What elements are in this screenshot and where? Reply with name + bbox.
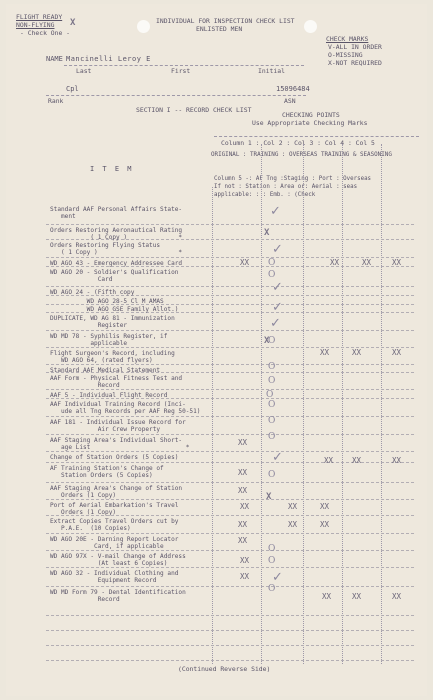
not-required-mark: X (264, 228, 270, 238)
missing-mark: O (268, 584, 276, 594)
checklist-item-label: WD MD 78 - Syphilis Register, if applicable (50, 333, 168, 347)
form-title: INDIVIDUAL FOR INSPECTION CHECK LIST (156, 17, 295, 25)
flight-mark: X (70, 18, 76, 28)
checklist-row (46, 435, 414, 452)
checklist-item-label: Standard AAF Medical Statement (50, 367, 161, 374)
checklist-row (46, 365, 414, 373)
missing-mark: O (268, 432, 276, 442)
not-applicable-mark: XX (238, 438, 248, 447)
check-one-label: - Check One - (20, 29, 71, 37)
checklist-item-label: WD AGO 32 - Individual Clothing and Equipment Record (50, 570, 179, 584)
checklist-row (46, 463, 414, 483)
section-title: SECTION I -- RECORD CHECK LIST (136, 106, 252, 114)
checklist-item-label: WD MD Form 79 - Dental Identification Record (50, 589, 186, 603)
name-underline (64, 65, 304, 66)
checklist-item-label: AAF 5 - Individual Flight Record (50, 392, 168, 399)
column-group-headings: ORIGINAL : TRAINING : OVERSEAS TRAINING & SEASONING (211, 152, 392, 158)
checklist-row (46, 483, 414, 500)
not-applicable-mark: XX (288, 520, 298, 529)
checklist-item-label: AAF Staging Area's Change of Station Orders (1 Copy) (50, 485, 183, 499)
item-heading: I T E M (90, 165, 134, 173)
form-subtitle: ENLISTED MEN (196, 25, 243, 33)
name-label: NAME (46, 55, 63, 63)
missing-mark: O (268, 376, 276, 386)
not-required-mark: X (264, 336, 270, 346)
check-mark: ✓ (272, 242, 283, 257)
missing-mark: O (268, 400, 276, 410)
checklist-item-label: DUPLICATE, WD AG 81 - Immunization Register (50, 315, 175, 329)
asn-value: 15096484 (276, 85, 310, 93)
column-sub-1: Column 5 -: AF Tng :Staging : Port : Overseas (214, 176, 372, 182)
not-applicable-mark: XX (238, 536, 248, 545)
check-marks-title: CHECK MARKS (326, 35, 369, 43)
missing-mark: O (266, 390, 274, 400)
not-applicable-mark: XX (238, 520, 248, 529)
checklist-item-label: WD AGO 24 - (Fifth copy (50, 289, 135, 296)
initial-label: Initial (258, 67, 285, 75)
check-mark: ✓ (270, 316, 281, 331)
check-mark: ✓ (272, 570, 283, 585)
checklist-row (46, 304, 414, 313)
first-label: First (171, 67, 191, 75)
missing-mark: O (268, 544, 276, 554)
not-applicable-mark: XX (392, 348, 402, 357)
check-marks-line: V-ALL IN ORDER (328, 43, 382, 51)
not-applicable-mark: XX (240, 556, 250, 565)
not-applicable-mark: XX (240, 572, 250, 581)
checklist-item-label: Port of Aerial Embarkation's Travel Orders (1 Copy) (50, 502, 179, 516)
check-marks-line: X-NOT REQUIRED (328, 59, 382, 67)
form-sheet (6, 4, 427, 696)
checklist-row (46, 225, 414, 240)
non-flying-label: NON-FLYING (16, 21, 55, 29)
checking-points-label: CHECKING POINTS (282, 111, 340, 119)
checklist-item-label: WD AGO 28-5 Cl M AMAS (50, 298, 164, 305)
checklist-item-label: AAF Form - Physical Fitness Test and Record (50, 375, 183, 389)
flight-ready-label: FLIGHT READY (16, 13, 63, 21)
missing-mark: O (268, 258, 276, 268)
not-applicable-mark: XX (362, 258, 372, 267)
checklist-row (46, 373, 414, 390)
column-rule (214, 136, 419, 137)
checklist-row (46, 267, 414, 287)
not-applicable-mark: XX (320, 348, 330, 357)
checklist-row (46, 204, 414, 225)
missing-mark: O (268, 416, 276, 426)
not-applicable-mark: XX (238, 468, 248, 477)
checklist-row (46, 568, 414, 587)
checklist-item-label: AF Training Station's Change of Station Orders (5 Copies) (50, 465, 164, 479)
checklist-item-label: AAF 181 - Individual Issue Record for Air Crew Property (50, 419, 186, 433)
checklist-row (46, 551, 414, 568)
checklist-item-label: WD AGO 97X - V-mail Change of Address (At least 6 Copies) (50, 553, 186, 567)
not-required-mark: X (266, 492, 272, 502)
missing-mark: O (268, 556, 276, 566)
checklist-row (46, 313, 414, 331)
check-mark: ✓ (270, 204, 281, 219)
missing-mark: O (268, 470, 276, 480)
not-applicable-mark: XX (330, 258, 340, 267)
checklist-item-label: WD AGO 20E - Darning Report Locator Card, if applicable (50, 536, 179, 550)
missing-mark: O (268, 362, 276, 372)
blank-row (46, 646, 414, 661)
missing-mark: O (268, 336, 276, 346)
check-mark: ✓ (272, 300, 283, 315)
checklist-row (46, 399, 414, 417)
not-applicable-mark: XX (392, 592, 402, 601)
checklist-item-label: WD AGO 20 - Soldier's Qualification Card (50, 269, 179, 283)
column-sub-3: applicable: : : Emb. : (Check (214, 192, 316, 198)
punch-hole (304, 20, 317, 33)
blank-row (46, 616, 414, 631)
checklist-item-label: AAF Individual Training Record (Inci- ude all Tng Records per AAF Reg 50-51) (50, 401, 201, 415)
use-marks-label: Use Appropriate Checking Marks (252, 119, 368, 127)
not-applicable-mark: XX (392, 258, 402, 267)
checklist-row (46, 331, 414, 348)
checklist-row (46, 516, 414, 534)
checklist-row (46, 240, 414, 258)
not-applicable-mark: XX (352, 456, 362, 465)
not-applicable-mark: XX (322, 592, 332, 601)
blank-row (46, 631, 414, 646)
checklist-item-label: Orders Restoring Aeronautical Rating ( 1 Copy ) * (50, 227, 183, 241)
checklist-item-label: WD AGO 43 - Emergency Addressee Card (50, 260, 183, 267)
not-applicable-mark: XX (352, 348, 362, 357)
asn-label: ASN (284, 97, 296, 105)
punch-hole (137, 20, 150, 33)
check-mark: ✓ (272, 280, 283, 295)
not-applicable-mark: XX (320, 520, 330, 529)
rank-label: Rank (48, 97, 64, 105)
column-headings: Column 1 : Col 2 : Col 3 : Col 4 : Col 5 (221, 139, 375, 147)
checklist-item-label: Orders Restoring Flying Status ( 1 Copy ) * (50, 242, 183, 256)
rank-underline (46, 95, 306, 96)
name-value: Mancinelli Leroy E (66, 55, 151, 63)
not-applicable-mark: XX (352, 592, 362, 601)
last-label: Last (76, 67, 92, 75)
checklist-row (46, 287, 414, 296)
not-applicable-mark: XX (238, 486, 248, 495)
check-mark: ✓ (272, 450, 283, 465)
checklist-item-label: AAF Staging Area's Individual Short- age List * (50, 437, 190, 451)
continued-note: (Continued Reverse Side) (178, 665, 271, 673)
checklist-item-label: Change of Station Orders (5 Copies) (50, 454, 179, 461)
checklist-item-label: Flight Surgeon's Record, including WD AGO 64, (rated flyers) (50, 350, 175, 364)
checklist-item-label: Standard AAF Personal Affairs State- ment (50, 206, 183, 220)
checklist-row (46, 417, 414, 435)
checklist-item-label: WD AGO GSE Family Allot.) (50, 306, 179, 313)
check-marks-line: O-MISSING (328, 51, 363, 59)
not-applicable-mark: XX (320, 502, 330, 511)
checklist-item-label: Extract Copies Travel Orders cut by P.A.E. (10 Copies) (50, 518, 179, 532)
not-applicable-mark: XX (288, 502, 298, 511)
checklist-row (46, 258, 414, 267)
not-applicable-mark: XX (240, 502, 250, 511)
not-applicable-mark: XX (324, 456, 334, 465)
not-applicable-mark: XX (392, 456, 402, 465)
not-applicable-mark: XX (240, 258, 250, 267)
checklist-row (46, 534, 414, 551)
checklist-row (46, 390, 414, 399)
checklist-row (46, 500, 414, 516)
rank-value: Cpl (66, 85, 79, 93)
column-sub-2: If not : Station : Area or: Aerial : seas (214, 184, 358, 190)
missing-mark: O (268, 270, 276, 280)
